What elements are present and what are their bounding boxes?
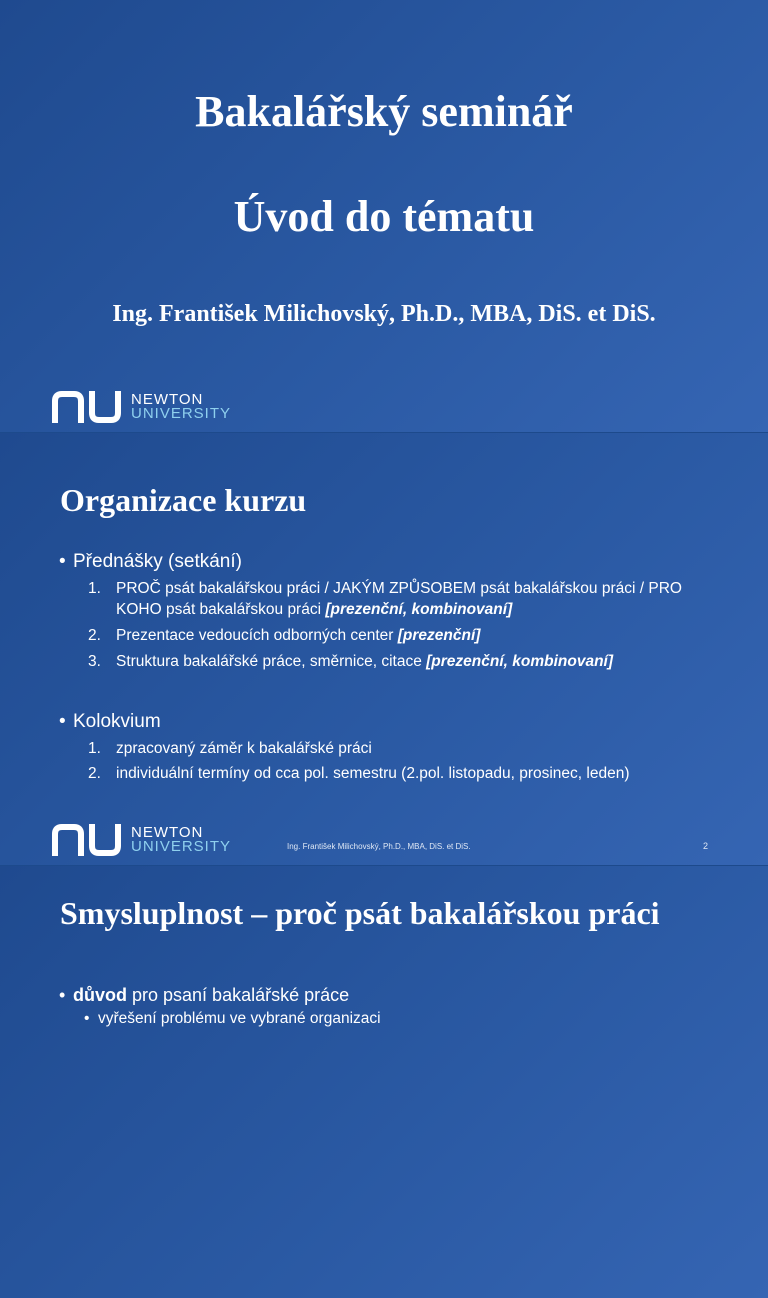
nu-logo-icon [52,824,122,856]
bullet-text: Kolokvium [73,711,161,732]
list-item: 2. individuální termíny od cca pol. semestru (2.pol. listopadu, prosinec, leden) [88,765,630,782]
slide-course-organization [0,433,768,865]
nu-logo-icon [52,391,122,423]
footer-author: Ing. František Milichovský, Ph.D., MBA, DiS. et DiS. [287,842,471,851]
logo-text-university: UNIVERSITY [131,405,232,422]
slide-title-heading: Bakalářský seminář [195,87,573,136]
list-item: 1. PROČ psát bakalářskou práci / JAKÝM ZPŮSOBEM psát bakalářskou práci / PRO KOHO psát bakalářskou práci [prezenční, kombinovaní] [88,580,682,618]
bullet-text: pro psaní bakalářské práce [127,985,350,1005]
slide-heading: Smysluplnost – proč psát bakalářskou práci [60,895,660,931]
logo-text-university: UNIVERSITY [131,838,232,855]
author-name: Ing. František Milichovský, Ph.D., MBA, DiS. et DiS. [112,301,656,327]
lectures-list [88,578,706,677]
logo-text-newton: NEWTON [131,391,204,408]
bullet-colloquium: • Kolokvium [59,711,161,732]
newton-university-logo [52,391,231,423]
logo-text-newton: NEWTON [131,824,204,841]
colloquium-list [88,738,706,789]
sub-bullet-text: vyřešení problému ve vybrané organizaci [98,1010,381,1027]
sub-bullet: • vyřešení problému ve vybrané organizaci [84,1010,381,1027]
bullet-text: Přednášky (setkání) [73,551,242,572]
slide-meaningfulness [0,866,768,1298]
slide-subtitle: Úvod do tématu [233,192,535,241]
list-item: 3. Struktura bakalářské práce, směrnice, citace [prezenční, kombinovaní] [88,653,614,670]
bullet-reason: • důvod pro psaní bakalářské práce [59,985,350,1005]
list-item: 1. zpracovaný záměr k bakalářské práci [88,740,372,757]
slide-title [0,0,768,432]
slide-heading: Organizace kurzu [60,482,307,518]
bullet-bold-text: důvod [73,985,127,1005]
newton-university-logo [52,824,231,856]
page-number: 2 [703,841,709,851]
bullet-lectures: • Přednášky (setkání) [59,551,242,572]
list-item: 2. Prezentace vedoucích odborných center [prezenční] [88,627,481,644]
